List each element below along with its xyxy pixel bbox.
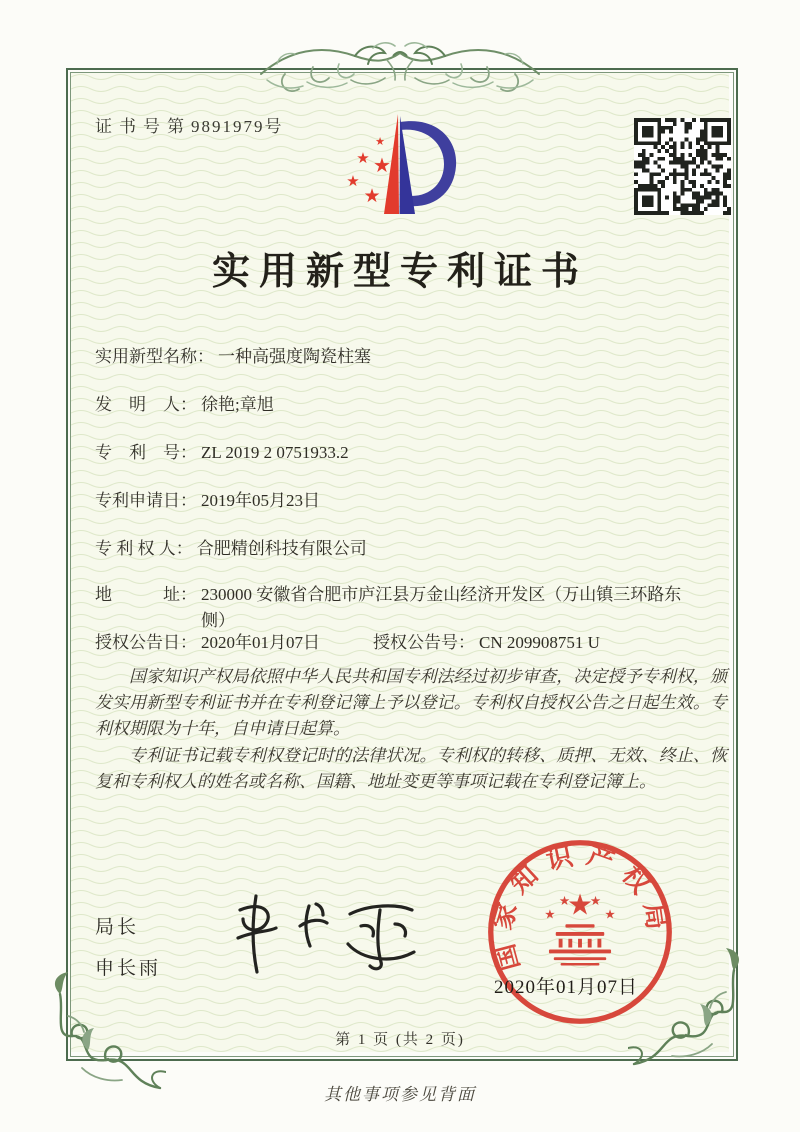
svg-text:★: ★ — [558, 892, 571, 908]
svg-text:★: ★ — [604, 906, 616, 922]
field-label: 专利申请日： — [95, 491, 197, 510]
qr-code — [634, 118, 731, 215]
field-value: ZL 2019 2 0751933.2 — [201, 443, 349, 462]
field-value: 2020年01月07日 — [201, 633, 320, 652]
field-label: 地 址： — [95, 585, 197, 604]
field-value: 一种高强度陶瓷柱塞 — [218, 347, 371, 366]
official-seal — [483, 835, 677, 1029]
svg-text:★: ★ — [375, 135, 385, 148]
certificate-number-value: 9891979 — [191, 117, 265, 136]
svg-text:★: ★ — [356, 149, 370, 167]
legal-text — [95, 664, 727, 796]
field-row-grant — [95, 630, 727, 656]
field-label: 专 利 号： — [95, 443, 197, 462]
commissioner-block — [95, 912, 161, 994]
certificate-number-prefix: 证书号第 — [95, 117, 191, 136]
field-label: 发 明 人： — [95, 395, 197, 414]
field-value: 230000 安徽省合肥市庐江县万金山经济开发区（万山镇三环路东侧） — [201, 585, 682, 630]
field-label: 实用新型名称： — [95, 347, 214, 366]
svg-text:★: ★ — [544, 906, 556, 922]
field-label: 授权公告日： — [95, 633, 197, 652]
field-value: 徐艳;章旭 — [201, 395, 274, 414]
field-row-patent-no — [95, 440, 349, 466]
legal-paragraph-2: 专利证书记载专利权登记时的法律状况。专利权的转移、质押、无效、终止、恢复和专利权人的姓名或名称、国籍、地址变更等事项记载在专利登记簿上。 — [95, 746, 727, 791]
field-row-address — [95, 582, 706, 634]
field-value: CN 209908751 U — [479, 633, 600, 652]
cnipa-logo-icon — [338, 110, 466, 224]
seal-date: 2020年01月07日 — [494, 977, 639, 998]
certificate-number — [95, 112, 282, 137]
legal-paragraph-1: 国家知识产权局依照中华人民共和国专利法经过初步审查，决定授予专利权，颁发实用新型专利证书并在专利登记簿上予以登记。专利权自授权公告之日起生效。专利权期限为十年，自申请日起算。 — [95, 667, 727, 738]
field-row-name — [95, 344, 371, 370]
svg-text:★: ★ — [373, 153, 391, 177]
field-value: 2019年05月23日 — [201, 491, 320, 510]
commissioner-signature — [212, 882, 422, 980]
national-emblem — [544, 888, 615, 966]
field-grant-number — [373, 630, 600, 656]
commissioner-title: 局长 — [95, 917, 140, 938]
commissioner-name: 申长雨 — [95, 958, 162, 979]
certificate-number-suffix: 号 — [264, 117, 282, 136]
svg-text:★: ★ — [346, 172, 360, 190]
svg-text:★: ★ — [566, 887, 594, 922]
certificate-title: 实用新型专利证书 — [211, 251, 588, 293]
svg-text:★: ★ — [363, 185, 381, 207]
field-row-patentee — [95, 536, 367, 562]
seal-org-text: 国家知识产权局 — [487, 839, 673, 974]
back-note: 其他事项参见背面 — [324, 1085, 476, 1104]
field-row-filing-date — [95, 488, 320, 514]
field-row-inventor — [95, 392, 274, 418]
field-label: 授权公告号： — [373, 633, 475, 652]
field-value: 合肥精创科技有限公司 — [196, 539, 367, 558]
field-label: 专 利 权 人： — [95, 539, 193, 558]
page-number: 第 1 页 (共 2 页) — [335, 1032, 465, 1048]
svg-text:★: ★ — [589, 892, 602, 908]
